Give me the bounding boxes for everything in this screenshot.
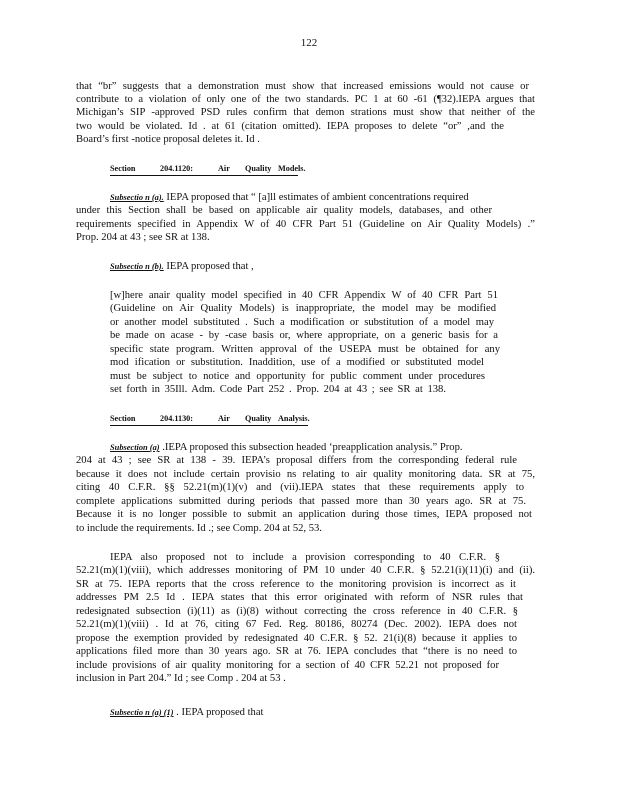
section-heading-1120	[110, 163, 306, 176]
text-line: to include the requirements. Id .; see Comp. 204 at 52, 53.	[76, 523, 322, 534]
text-line: applications filed more than 30 years ago. SR at 76. IEPA concludes that “there is no need to	[76, 646, 517, 657]
subsection-b-1120	[110, 260, 254, 273]
subsection-label: Subsectio n (a) (1)	[110, 708, 174, 717]
section-title-word: Models.	[278, 164, 306, 173]
text-line: requirements specified in Appendix W of 40 CFR Part 51 (Guideline on Air Quality Models) .”	[76, 219, 535, 230]
text-line: inclusion in Part 204.” Id ; see Comp . 204 at 53 .	[76, 673, 286, 684]
subsection-lead-text: IEPA proposed that “ [a]ll estimates of ambient concentrations required	[166, 192, 469, 203]
text-line: because it does not include certain provisio ns relating to air quality monitoring data. SR at 75,	[76, 469, 535, 480]
text-line: include provisions of air quality monitoring for a section of 40 CFR 52.21 not proposed for	[76, 660, 499, 671]
section-code: 204.1120:	[160, 164, 193, 173]
text-line: IEPA also proposed not to include a provision corresponding to 40 C.F.R. §	[110, 552, 500, 563]
section-title-word: Air	[218, 164, 230, 173]
section-title-word: Analysis.	[278, 414, 310, 423]
quote-line: specific state program. Written approval of the USEPA must be obtained for any	[110, 344, 500, 355]
subsection-lead-text: .IEPA proposed this subsection headed ‘preapplication analysis.” Prop.	[162, 442, 463, 453]
quote-line: be made on acase - by -case basis or, where appropriate, on a generic basis for a	[110, 330, 498, 341]
quote-line: (Guideline on Air Quality Models) is inappropriate, the model may be modified	[110, 303, 496, 314]
subsection-lead-text: IEPA proposed that ,	[166, 261, 254, 272]
page-number: 122	[300, 37, 318, 49]
section-title-word: Quality	[245, 164, 272, 173]
subsection-lead-text: . IEPA proposed that	[176, 707, 264, 718]
text-line: under this Section shall be based on applicable air quality models, databases, and other	[76, 205, 492, 216]
text-line: that “br” suggests that a demonstration must show that increased emissions would not cause or	[76, 81, 529, 92]
text-line: SR at 75. IEPA reports that the cross reference to the monitoring provision is incorrect as it	[76, 579, 516, 590]
subsection-line	[110, 441, 463, 454]
subsection-label: Subsection (a)	[110, 443, 160, 452]
quote-line: mod ification or substitution. Inaddition, use of a modified or substituted model	[110, 357, 484, 368]
text-line: Board’s first -notice proposal deletes it. Id .	[76, 134, 260, 145]
text-line: 52.21(m)(1)(viii) . Id at 76, citing 67 Fed. Reg. 80186, 80274 (Dec. 2002). IEPA does not	[76, 619, 517, 630]
text-line: Because it is no longer possible to submit an application during those times, IEPA proposed not	[76, 509, 532, 520]
subsection-a1-1130	[110, 706, 263, 719]
text-line: 204 at 43 ; see SR at 138 - 39. IEPA’s proposal differs from the corresponding federal rule	[76, 455, 517, 466]
text-line: 52.21(m)(1)(viii), which addresses monitoring of PM 10 under 40 C.F.R. § 52.21(i)(11)(i) and (ii).	[76, 565, 535, 576]
section-title-word: Quality	[245, 414, 272, 423]
text-line: Michigan’s SIP -approved PSD rules confirm that demon strations must show that neither of the	[76, 107, 535, 118]
quote-line: must be subject to notice and opportunity for public comment under procedures	[110, 371, 485, 382]
text-line: contribute to a violation of only one of the two standards. PC 1 at 60 -61 (¶32).IEPA argues that	[76, 94, 535, 105]
section-heading-1130	[110, 413, 308, 426]
text-line: redesignated subsection (i)(11) as (i)(8) without correcting the cross reference in 40 C.F.R. §	[76, 606, 518, 617]
text-line: citing 40 C.F.R. §§ 52.21(m)(1)(v) and (vii).IEPA states that these requirements apply to	[76, 482, 524, 493]
section-code: 204.1130:	[160, 414, 193, 423]
subsection-label: Subsectio n (b).	[110, 262, 164, 271]
text-line: Prop. 204 at 43 ; see SR at 138.	[76, 232, 210, 243]
text-line: propose the exemption provided by redesignated 40 C.F.R. § 52. 21(i)(8) because it applies to	[76, 633, 517, 644]
section-title-word: Air	[218, 414, 230, 423]
section-label: Section	[110, 164, 136, 173]
text-line: complete applications submitted during periods that passed more than 30 years ago. SR at 75.	[76, 496, 526, 507]
text-line: addresses PM 2.5 Id . IEPA states that this error originated with reform of NSR rules that	[76, 592, 523, 603]
quote-line: or another model substituted . Such a modification or substitution of a model may	[110, 317, 494, 328]
subsection-line	[110, 191, 469, 204]
section-label: Section	[110, 414, 136, 423]
subsection-label: Subsectio n (a).	[110, 193, 164, 202]
quote-line: [w]here anair quality model specified in 40 CFR Appendix W of 40 CFR Part 51	[110, 290, 498, 301]
text-line: two would be violated. Id . at 61 (citation omitted). IEPA proposes to delete “or” ,and the	[76, 121, 504, 132]
quote-line: set forth in 35Ill. Adm. Code Part 252 . Prop. 204 at 43 ; see SR at 138.	[110, 384, 446, 395]
